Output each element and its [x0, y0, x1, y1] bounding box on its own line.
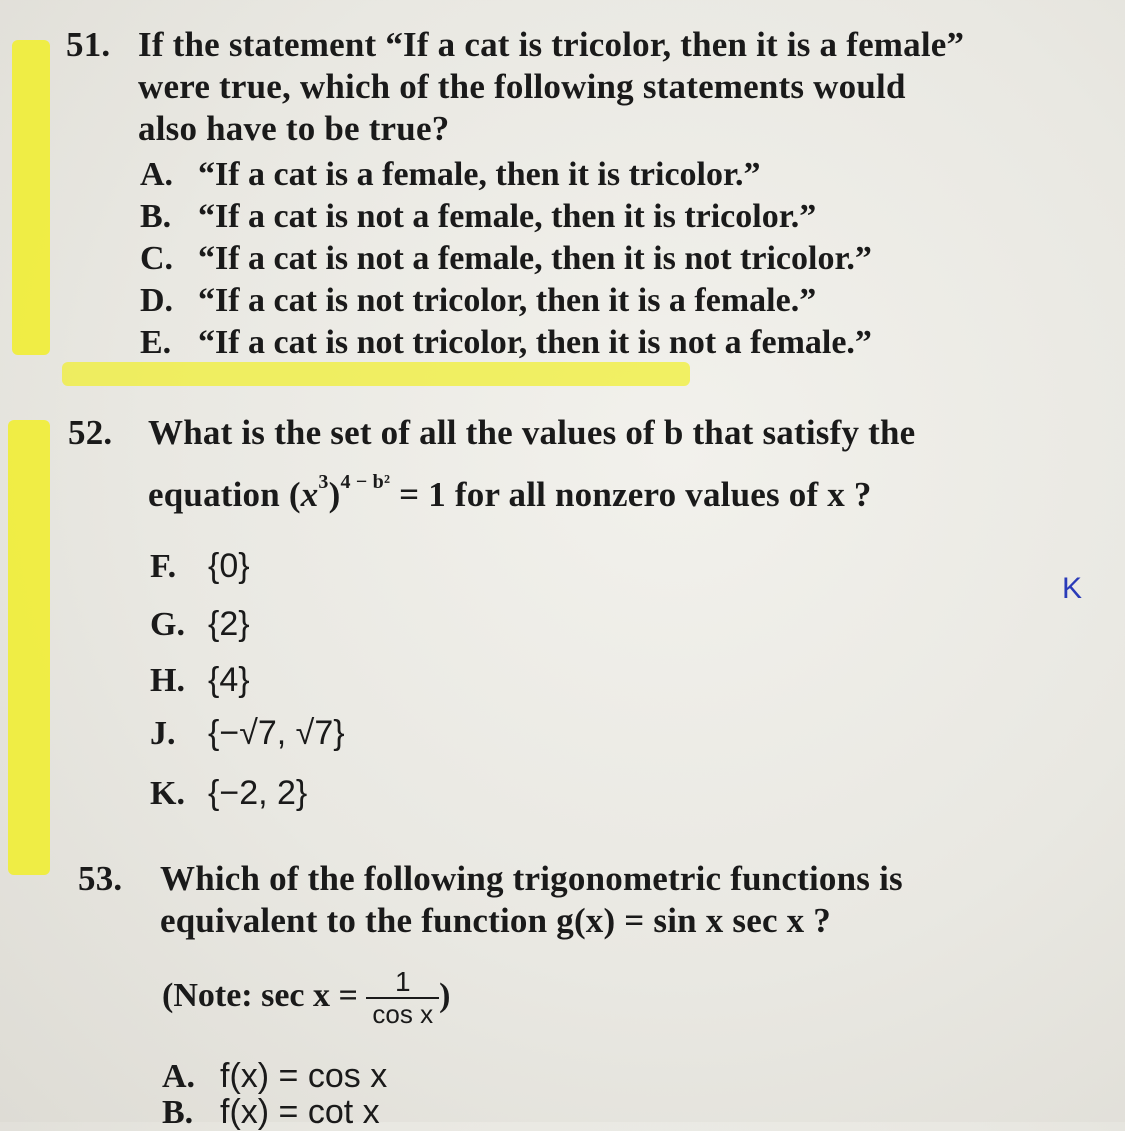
q51-option-c[interactable]: C. “If a cat is not a female, then it is not tricolor.”: [140, 240, 872, 277]
question-51-line-1: 51. If the statement “If a cat is tricolor, then it is a female”: [66, 25, 965, 64]
q51-option-a[interactable]: A. “If a cat is a female, then it is tricolor.”: [140, 156, 761, 193]
note-fraction: $\frac{1}{\text{cos x}}$: [366, 967, 439, 1029]
handwritten-answer-mark: K: [1062, 572, 1083, 605]
q53-option-a[interactable]: A. f(x) = cos x: [162, 1057, 388, 1095]
q51-option-b[interactable]: B. “If a cat is not a female, then it is tricolor.”: [140, 198, 817, 235]
q52-option-h[interactable]: H. {4}: [150, 661, 250, 699]
q52-option-k[interactable]: K. {−2, 2}: [150, 774, 308, 812]
question-51-line-2: were true, which of the following statements would: [138, 67, 906, 106]
q51-option-e[interactable]: E. “If a cat is not tricolor, then it is not a female.”: [140, 324, 872, 361]
question-52-line-1: 52. What is the set of all the values of b that satisfy the: [68, 413, 916, 452]
highlight-left-q51: [12, 40, 50, 355]
question-52-equation-line: equation $(x^3)^{4 - b^2} = 1$ for all nonzero values of x ?: [148, 471, 872, 514]
q52-option-g[interactable]: G. {2}: [150, 605, 250, 643]
question-51-number: 51.: [66, 25, 111, 64]
highlight-bottom-q51: [62, 362, 690, 386]
q53-note: (Note: sec x = $\frac{1}{\text{cos x}}$ ): [162, 966, 451, 1030]
question-53-line-2: equivalent to the function g(x) = sin x sec x ?: [160, 901, 831, 940]
q52-option-j[interactable]: J. {−√7, √7}: [150, 714, 345, 752]
q52-option-f[interactable]: F. {0}: [150, 547, 250, 585]
question-52: [68, 412, 915, 516]
question-51-line-3: also have to be true?: [138, 109, 450, 148]
question-53: [78, 858, 903, 942]
question-53-line-1: 53. Which of the following trigonometric functions is: [78, 859, 903, 898]
q53-option-b[interactable]: B. f(x) = cot x: [162, 1093, 380, 1131]
highlight-left-q52: [8, 420, 50, 875]
q51-option-d[interactable]: D. “If a cat is not tricolor, then it is a female.”: [140, 282, 817, 319]
question-51: [66, 24, 964, 150]
question-53-number: 53.: [78, 859, 123, 898]
question-52-number: 52.: [68, 413, 113, 452]
